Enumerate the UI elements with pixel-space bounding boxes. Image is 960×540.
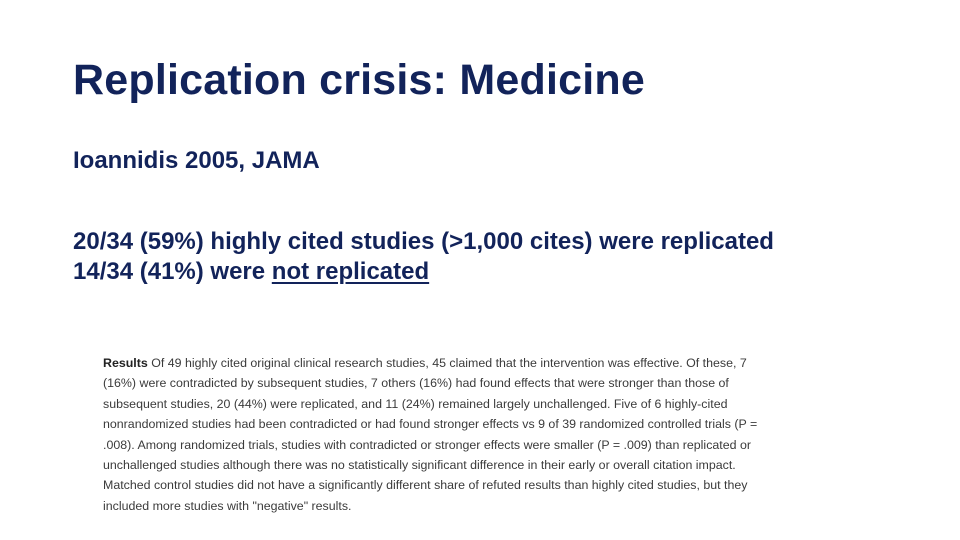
results-text: Of 49 highly cited original clinical research studies, 45 claimed that the intervention was effective. Of these, 7 (16%) were contradicted by subsequent studies, 7 others (16%) had found effects that were stronger than those of subsequent studies, 20 (44%) were replicated, and 11 (24%) remained largely unchallenged. Five of 6 highly-cited nonrandomized studies had been contradicted or had found stronger effects vs 9 of 39 randomized controlled trials (P = .008). Among randomized trials, studies with contradicted or stronger effects were smaller (P = .009) than replicated or unchallenged studies although there was no statistically significant difference in their early or overall citation impact. Matched control studies did not have a significantly different share of refuted results than highly cited studies, but they included more studies with "negative" results. [103,356,758,513]
results-label: Results [103,356,148,370]
replicated-finding: 20/34 (59%) highly cited studies (>1,000 cites) were replicated [73,228,774,255]
not-replicated-prefix: 14/34 (41%) were [73,258,272,285]
abstract-results-excerpt [103,353,783,516]
not-replicated-finding [73,257,913,287]
citation-subtitle: Ioannidis 2005, JAMA [73,147,320,174]
slide-title: Replication crisis: Medicine [73,56,645,104]
findings-block [73,227,913,287]
not-replicated-emphasis: not replicated [271,258,430,285]
